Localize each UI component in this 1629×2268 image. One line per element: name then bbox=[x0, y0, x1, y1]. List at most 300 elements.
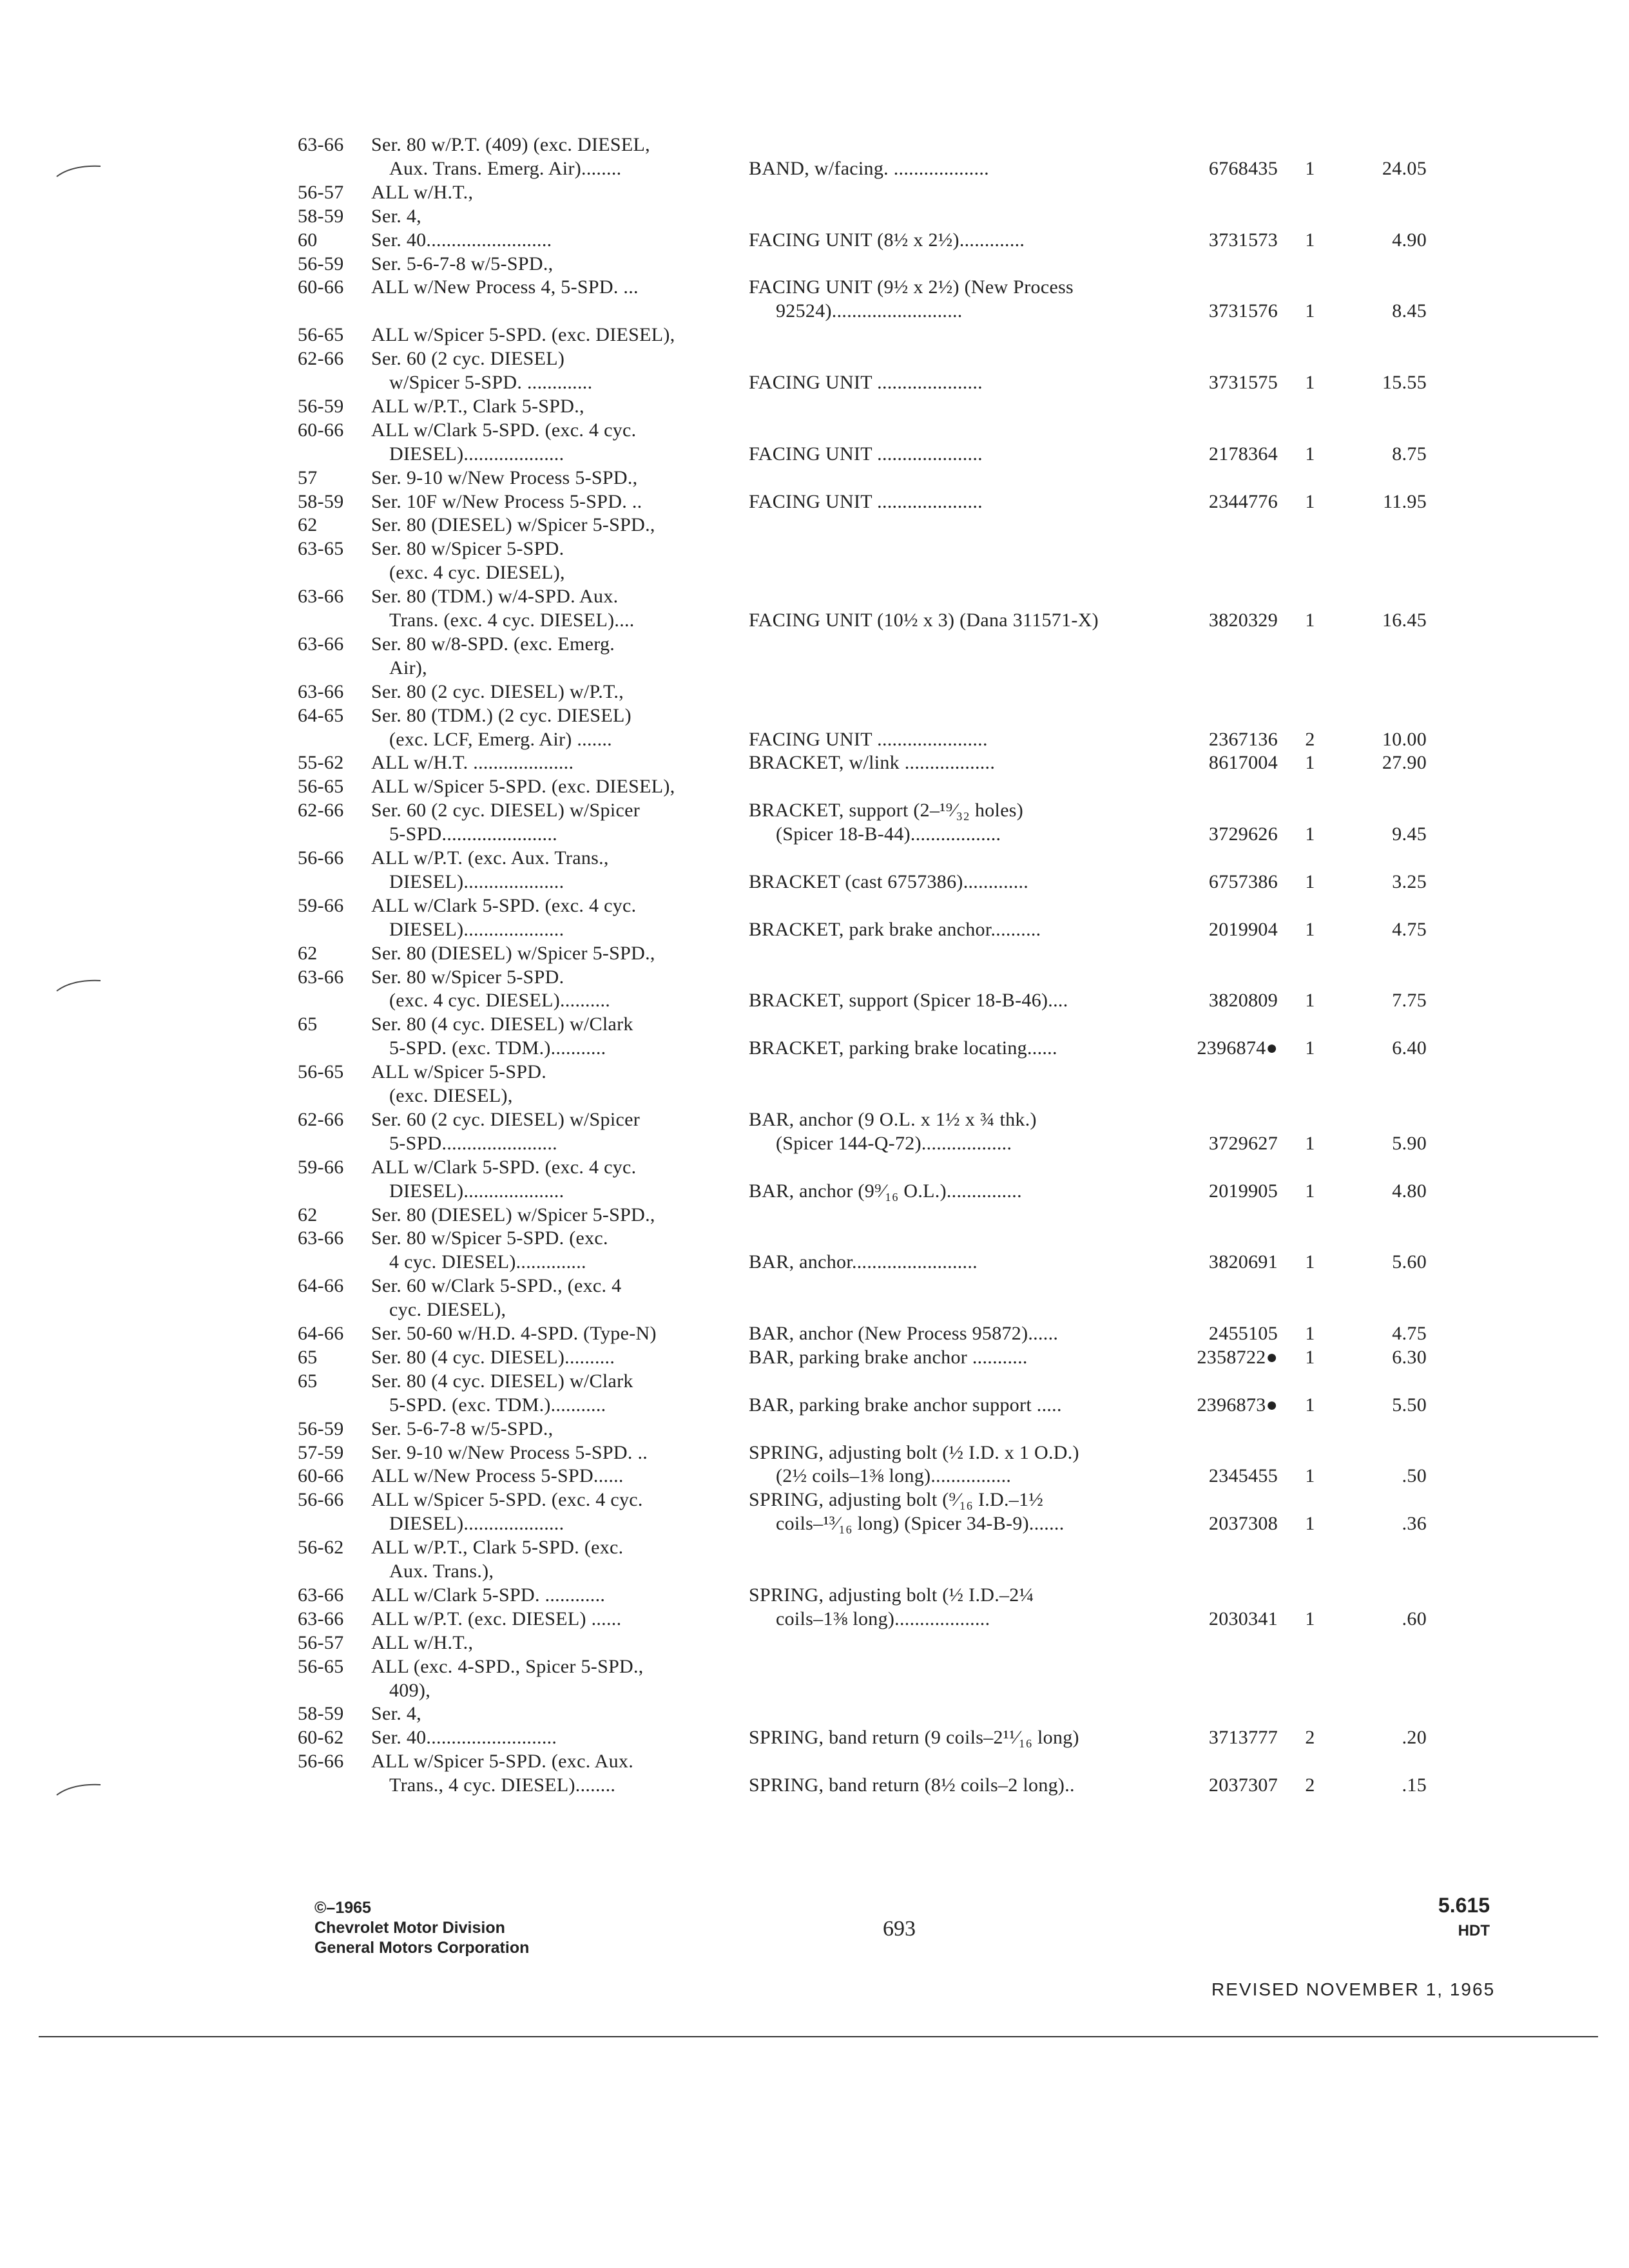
table-row bbox=[0, 632, 1629, 657]
part-number-cell: 2019904 bbox=[1208, 919, 1278, 940]
price-cell: .36 bbox=[1402, 1513, 1427, 1534]
year-cell: 56-65 bbox=[298, 776, 344, 797]
table-row bbox=[0, 1345, 1629, 1370]
table-row bbox=[0, 894, 1629, 918]
price-cell: 16.45 bbox=[1382, 610, 1427, 631]
table-row bbox=[0, 1725, 1629, 1750]
table-row bbox=[0, 1417, 1629, 1441]
year-cell: 60-66 bbox=[298, 419, 344, 441]
description-cell: FACING UNIT ..................... bbox=[749, 372, 983, 393]
description-cell: BRACKET, w/link .................. bbox=[749, 752, 996, 773]
table-row bbox=[0, 133, 1629, 157]
application-cell: 5-SPD....................... bbox=[389, 823, 557, 845]
table-row bbox=[0, 299, 1629, 323]
price-cell: 5.60 bbox=[1392, 1251, 1427, 1273]
part-number-cell: 6768435 bbox=[1208, 158, 1278, 179]
description-cell: BAR, parking brake anchor ........... bbox=[749, 1347, 1028, 1368]
quantity-cell: 1 bbox=[1305, 1347, 1315, 1368]
table-row bbox=[0, 370, 1629, 395]
year-cell: 62 bbox=[298, 943, 318, 964]
division-name: Chevrolet Motor Division bbox=[314, 1919, 505, 1937]
price-cell: 4.75 bbox=[1392, 1323, 1427, 1344]
part-number-cell: 2030341 bbox=[1208, 1608, 1278, 1629]
application-cell: Ser. 5-6-7-8 w/5-SPD., bbox=[371, 1418, 554, 1439]
application-cell: ALL w/P.T. (exc. DIESEL) ...... bbox=[371, 1608, 622, 1629]
year-cell: 63-66 bbox=[298, 681, 344, 702]
application-cell: ALL w/P.T., Clark 5-SPD., bbox=[371, 396, 584, 417]
table-row bbox=[0, 1749, 1629, 1774]
description-cell: (Spicer 144-Q-72).................. bbox=[776, 1133, 1012, 1154]
application-cell: ALL (exc. 4-SPD., Spicer 5-SPD., bbox=[371, 1656, 644, 1677]
part-number-cell: 3731576 bbox=[1208, 300, 1278, 322]
quantity-cell: 1 bbox=[1305, 1251, 1315, 1273]
description-cell: BRACKET, parking brake locating...... bbox=[749, 1037, 1057, 1059]
table-row bbox=[0, 1702, 1629, 1726]
application-cell: cyc. DIESEL), bbox=[389, 1299, 506, 1320]
application-cell: (exc. LCF, Emerg. Air) ....... bbox=[389, 729, 612, 750]
quantity-cell: 1 bbox=[1305, 1037, 1315, 1059]
price-cell: 15.55 bbox=[1382, 372, 1427, 393]
price-cell: 8.45 bbox=[1392, 300, 1427, 322]
part-number-cell: 3820809 bbox=[1208, 990, 1278, 1011]
price-cell: 6.40 bbox=[1392, 1037, 1427, 1059]
application-cell: ALL w/Spicer 5-SPD. (exc. 4 cyc. bbox=[371, 1489, 643, 1510]
table-row bbox=[0, 1559, 1629, 1584]
table-row bbox=[0, 608, 1629, 633]
description-cell: FACING UNIT (10½ x 3) (Dana 311571-X) bbox=[749, 610, 1099, 631]
table-row bbox=[0, 870, 1629, 894]
table-row bbox=[0, 1607, 1629, 1631]
year-cell: 62-66 bbox=[298, 1109, 344, 1130]
year-cell: 56-65 bbox=[298, 324, 344, 345]
description-cell: BAND, w/facing. ................... bbox=[749, 158, 989, 179]
description-cell: BAR, anchor (9⁹⁄₁₆ O.L.)............... bbox=[749, 1180, 1022, 1202]
table-row bbox=[0, 798, 1629, 823]
revision-date: REVISED NOVEMBER 1, 1965 bbox=[1211, 1979, 1496, 1999]
application-cell: Ser. 50-60 w/H.D. 4-SPD. (Type-N) bbox=[371, 1323, 657, 1344]
application-cell: Ser. 80 (4 cyc. DIESEL) w/Clark bbox=[371, 1370, 633, 1392]
price-cell: 3.25 bbox=[1392, 871, 1427, 892]
application-cell: ALL w/Spicer 5-SPD. (exc. DIESEL), bbox=[371, 324, 675, 345]
table-row bbox=[0, 1060, 1629, 1084]
part-number-cell: 2019905 bbox=[1208, 1180, 1278, 1202]
price-cell: 4.80 bbox=[1392, 1180, 1427, 1202]
application-cell: Ser. 4, bbox=[371, 1703, 421, 1724]
price-cell: .50 bbox=[1402, 1465, 1427, 1486]
price-cell: 9.45 bbox=[1392, 823, 1427, 845]
copyright: ©–1965 bbox=[314, 1899, 371, 1917]
table-row bbox=[0, 252, 1629, 276]
year-cell: 60-62 bbox=[298, 1727, 344, 1748]
application-cell: ALL w/Spicer 5-SPD. bbox=[371, 1061, 547, 1082]
quantity-cell: 1 bbox=[1305, 1323, 1315, 1344]
table-row bbox=[0, 537, 1629, 561]
table-row bbox=[0, 656, 1629, 680]
description-cell: BAR, anchor (New Process 95872)...... bbox=[749, 1323, 1059, 1344]
table-row bbox=[0, 1393, 1629, 1418]
application-cell: Ser. 80 (2 cyc. DIESEL) w/P.T., bbox=[371, 681, 624, 702]
year-cell: 64-66 bbox=[298, 1323, 344, 1344]
table-row bbox=[0, 1131, 1629, 1156]
application-cell: Ser. 80 (TDM.) w/4-SPD. Aux. bbox=[371, 586, 619, 607]
year-cell: 63-66 bbox=[298, 586, 344, 607]
description-cell: coils–1⅜ long)................... bbox=[776, 1608, 990, 1629]
application-cell: Aux. Trans. Emerg. Air)........ bbox=[389, 158, 622, 179]
quantity-cell: 1 bbox=[1305, 823, 1315, 845]
binder-hole-mark bbox=[53, 974, 104, 994]
application-cell: 5-SPD. (exc. TDM.)........... bbox=[389, 1037, 606, 1059]
year-cell: 64-66 bbox=[298, 1275, 344, 1296]
year-cell: 57-59 bbox=[298, 1442, 344, 1463]
year-cell: 59-66 bbox=[298, 1157, 344, 1178]
application-cell: Ser. 40......................... bbox=[371, 229, 552, 251]
price-cell: .60 bbox=[1402, 1608, 1427, 1629]
year-cell: 56-66 bbox=[298, 847, 344, 869]
year-cell: 56-62 bbox=[298, 1537, 344, 1558]
table-row bbox=[0, 1631, 1629, 1655]
application-cell: Ser. 80 w/Spicer 5-SPD. bbox=[371, 966, 564, 988]
table-row bbox=[0, 561, 1629, 585]
part-number-cell: 2396873● bbox=[1197, 1394, 1278, 1416]
year-cell: 63-65 bbox=[298, 538, 344, 559]
price-cell: 4.90 bbox=[1392, 229, 1427, 251]
year-cell: 62 bbox=[298, 514, 318, 535]
table-row bbox=[0, 442, 1629, 466]
year-cell: 60 bbox=[298, 229, 318, 251]
application-cell: Ser. 4, bbox=[371, 206, 421, 227]
table-row bbox=[0, 918, 1629, 942]
description-cell: (Spicer 18-B-44).................. bbox=[776, 823, 1001, 845]
price-cell: 5.90 bbox=[1392, 1133, 1427, 1154]
quantity-cell: 2 bbox=[1305, 1727, 1315, 1748]
application-cell: ALL w/P.T., Clark 5-SPD. (exc. bbox=[371, 1537, 624, 1558]
application-cell: ALL w/Clark 5-SPD. (exc. 4 cyc. bbox=[371, 895, 637, 916]
application-cell: Air), bbox=[389, 657, 427, 678]
part-number-cell: 2358722● bbox=[1197, 1347, 1278, 1368]
application-cell: ALL w/Spicer 5-SPD. (exc. DIESEL), bbox=[371, 776, 675, 797]
table-row bbox=[0, 418, 1629, 443]
table-row bbox=[0, 204, 1629, 229]
price-cell: .15 bbox=[1402, 1774, 1427, 1796]
year-cell: 56-59 bbox=[298, 253, 344, 274]
description-cell: SPRING, adjusting bolt (½ I.D.–2¼ bbox=[749, 1584, 1034, 1606]
part-number-cell: 3731573 bbox=[1208, 229, 1278, 251]
table-row bbox=[0, 1512, 1629, 1536]
year-cell: 56-66 bbox=[298, 1489, 344, 1510]
application-cell: Ser. 80 w/8-SPD. (exc. Emerg. bbox=[371, 633, 615, 655]
description-cell: FACING UNIT (9½ x 2½) (New Process bbox=[749, 276, 1074, 298]
table-row bbox=[0, 1321, 1629, 1346]
application-cell: w/Spicer 5-SPD. ............. bbox=[389, 372, 593, 393]
description-cell: BRACKET, support (2–¹⁹⁄₃₂ holes) bbox=[749, 800, 1024, 821]
table-row bbox=[0, 347, 1629, 371]
table-row bbox=[0, 1773, 1629, 1798]
price-cell: 24.05 bbox=[1382, 158, 1427, 179]
year-cell: 63-66 bbox=[298, 134, 344, 155]
application-cell: 5-SPD....................... bbox=[389, 1133, 557, 1154]
year-cell: 62-66 bbox=[298, 800, 344, 821]
application-cell: ALL w/Clark 5-SPD. ............ bbox=[371, 1584, 606, 1606]
part-number-cell: 2455105 bbox=[1208, 1323, 1278, 1344]
application-cell: Ser. 9-10 w/New Process 5-SPD., bbox=[371, 467, 638, 488]
application-cell: (exc. 4 cyc. DIESEL).......... bbox=[389, 990, 611, 1011]
application-cell: (exc. DIESEL), bbox=[389, 1085, 513, 1106]
application-cell: Trans. (exc. 4 cyc. DIESEL).... bbox=[389, 610, 635, 631]
application-cell: Ser. 80 (TDM.) (2 cyc. DIESEL) bbox=[371, 705, 631, 726]
application-cell: ALL w/H.T. .................... bbox=[371, 752, 574, 773]
quantity-cell: 1 bbox=[1305, 1608, 1315, 1629]
application-cell: DIESEL).................... bbox=[389, 1180, 564, 1202]
table-row bbox=[0, 1203, 1629, 1227]
application-cell: DIESEL).................... bbox=[389, 1513, 564, 1534]
description-cell: FACING UNIT ..................... bbox=[749, 443, 983, 465]
quantity-cell: 1 bbox=[1305, 491, 1315, 512]
table-row bbox=[0, 988, 1629, 1013]
section-code: HDT bbox=[1458, 1922, 1490, 1939]
table-row bbox=[0, 1274, 1629, 1298]
table-row bbox=[0, 1583, 1629, 1608]
description-cell: BRACKET, park brake anchor.......... bbox=[749, 919, 1041, 940]
application-cell: Ser. 80 w/P.T. (409) (exc. DIESEL, bbox=[371, 134, 650, 155]
application-cell: ALL w/Clark 5-SPD. (exc. 4 cyc. bbox=[371, 1157, 637, 1178]
table-row bbox=[0, 822, 1629, 847]
table-row bbox=[0, 1012, 1629, 1037]
part-number-cell: 3729627 bbox=[1208, 1133, 1278, 1154]
description-cell: SPRING, adjusting bolt (⁹⁄₁₆ I.D.–1½ bbox=[749, 1489, 1044, 1510]
year-cell: 56-65 bbox=[298, 1061, 344, 1082]
year-cell: 58-59 bbox=[298, 206, 344, 227]
quantity-cell: 1 bbox=[1305, 990, 1315, 1011]
application-cell: Ser. 60 (2 cyc. DIESEL) w/Spicer bbox=[371, 800, 641, 821]
table-row bbox=[0, 1226, 1629, 1251]
year-cell: 63-66 bbox=[298, 1584, 344, 1606]
application-cell: DIESEL).................... bbox=[389, 871, 564, 892]
part-number-cell: 3731575 bbox=[1208, 372, 1278, 393]
quantity-cell: 1 bbox=[1305, 1394, 1315, 1416]
table-row bbox=[0, 1441, 1629, 1465]
application-cell: Trans., 4 cyc. DIESEL)........ bbox=[389, 1774, 616, 1796]
description-cell: FACING UNIT (8½ x 2½)............. bbox=[749, 229, 1025, 251]
year-cell: 65 bbox=[298, 1014, 318, 1035]
table-row bbox=[0, 275, 1629, 300]
part-number-cell: 3713777 bbox=[1208, 1727, 1278, 1748]
year-cell: 56-57 bbox=[298, 1632, 344, 1653]
description-cell: (2½ coils–1⅜ long)................ bbox=[776, 1465, 1012, 1486]
publisher-block bbox=[314, 1898, 529, 1958]
year-cell: 65 bbox=[298, 1370, 318, 1392]
part-number-cell: 2396874● bbox=[1197, 1037, 1278, 1059]
table-row bbox=[0, 1464, 1629, 1488]
description-cell: BAR, anchor (9 O.L. x 1½ x ¾ thk.) bbox=[749, 1109, 1037, 1130]
year-cell: 63-66 bbox=[298, 966, 344, 988]
table-row bbox=[0, 466, 1629, 490]
quantity-cell: 1 bbox=[1305, 1465, 1315, 1486]
application-cell: Ser. 9-10 w/New Process 5-SPD. .. bbox=[371, 1442, 648, 1463]
year-cell: 56-59 bbox=[298, 1418, 344, 1439]
table-row bbox=[0, 1369, 1629, 1394]
table-row bbox=[0, 394, 1629, 419]
year-cell: 62 bbox=[298, 1204, 318, 1225]
application-cell: Ser. 80 (4 cyc. DIESEL).......... bbox=[371, 1347, 615, 1368]
application-cell: Ser. 80 (DIESEL) w/Spicer 5-SPD., bbox=[371, 514, 655, 535]
application-cell: Ser. 80 (DIESEL) w/Spicer 5-SPD., bbox=[371, 943, 655, 964]
table-row bbox=[0, 513, 1629, 537]
year-cell: 56-65 bbox=[298, 1656, 344, 1677]
application-cell: Ser. 10F w/New Process 5-SPD. .. bbox=[371, 491, 642, 512]
table-row bbox=[0, 1488, 1629, 1512]
application-cell: Ser. 60 (2 cyc. DIESEL) w/Spicer bbox=[371, 1109, 641, 1130]
year-cell: 60-66 bbox=[298, 1465, 344, 1486]
table-row bbox=[0, 1179, 1629, 1204]
quantity-cell: 2 bbox=[1305, 1774, 1315, 1796]
application-cell: Aux. Trans.), bbox=[389, 1561, 494, 1582]
application-cell: Ser. 80 (DIESEL) w/Spicer 5-SPD., bbox=[371, 1204, 655, 1225]
description-cell: FACING UNIT ...................... bbox=[749, 729, 988, 750]
page-number: 693 bbox=[883, 1917, 916, 1941]
application-cell: DIESEL).................... bbox=[389, 443, 564, 465]
price-cell: 7.75 bbox=[1392, 990, 1427, 1011]
part-number-cell: 3820691 bbox=[1208, 1251, 1278, 1273]
table-row bbox=[0, 846, 1629, 870]
year-cell: 58-59 bbox=[298, 1703, 344, 1724]
year-cell: 55-62 bbox=[298, 752, 344, 773]
table-row bbox=[0, 157, 1629, 181]
table-row bbox=[0, 1036, 1629, 1061]
table-row bbox=[0, 680, 1629, 704]
table-row bbox=[0, 228, 1629, 253]
table-row bbox=[0, 727, 1629, 752]
table-row bbox=[0, 1250, 1629, 1274]
quantity-cell: 1 bbox=[1305, 610, 1315, 631]
table-row bbox=[0, 1678, 1629, 1703]
table-row bbox=[0, 584, 1629, 609]
application-cell: 4 cyc. DIESEL).............. bbox=[389, 1251, 586, 1273]
corporation-name: General Motors Corporation bbox=[314, 1939, 530, 1957]
part-number-cell: 2178364 bbox=[1208, 443, 1278, 465]
application-cell: Ser. 60 w/Clark 5-SPD., (exc. 4 bbox=[371, 1275, 622, 1296]
quantity-cell: 1 bbox=[1305, 1513, 1315, 1534]
table-row bbox=[0, 1535, 1629, 1560]
part-number-cell: 2367136 bbox=[1208, 729, 1278, 750]
table-row bbox=[0, 1084, 1629, 1108]
quantity-cell: 1 bbox=[1305, 229, 1315, 251]
year-cell: 58-59 bbox=[298, 491, 344, 512]
description-cell: coils–¹³⁄₁₆ long) (Spicer 34-B-9)....... bbox=[776, 1513, 1065, 1534]
description-cell: BRACKET, support (Spicer 18-B-46).... bbox=[749, 990, 1068, 1011]
price-cell: 27.90 bbox=[1382, 752, 1427, 773]
binder-hole-mark bbox=[53, 1778, 104, 1798]
application-cell: ALL w/H.T., bbox=[371, 182, 474, 203]
year-cell: 59-66 bbox=[298, 895, 344, 916]
description-cell: BAR, anchor......................... bbox=[749, 1251, 978, 1273]
table-row bbox=[0, 965, 1629, 990]
price-cell: 5.50 bbox=[1392, 1394, 1427, 1416]
application-cell: Ser. 60 (2 cyc. DIESEL) bbox=[371, 348, 565, 369]
table-row bbox=[0, 1655, 1629, 1679]
year-cell: 64-65 bbox=[298, 705, 344, 726]
table-row bbox=[0, 1108, 1629, 1132]
description-cell: BRACKET (cast 6757386)............. bbox=[749, 871, 1029, 892]
price-cell: .20 bbox=[1402, 1727, 1427, 1748]
application-cell: ALL w/H.T., bbox=[371, 1632, 474, 1653]
table-row bbox=[0, 774, 1629, 799]
quantity-cell: 1 bbox=[1305, 443, 1315, 465]
year-cell: 57 bbox=[298, 467, 318, 488]
price-cell: 11.95 bbox=[1383, 491, 1427, 512]
application-cell: Ser. 40.......................... bbox=[371, 1727, 557, 1748]
application-cell: ALL w/Spicer 5-SPD. (exc. Aux. bbox=[371, 1751, 633, 1772]
application-cell: DIESEL).................... bbox=[389, 919, 564, 940]
description-cell: SPRING, adjusting bolt (½ I.D. x 1 O.D.) bbox=[749, 1442, 1079, 1463]
application-cell: ALL w/New Process 4, 5-SPD. ... bbox=[371, 276, 639, 298]
price-cell: 4.75 bbox=[1392, 919, 1427, 940]
quantity-cell: 1 bbox=[1305, 372, 1315, 393]
price-cell: 10.00 bbox=[1382, 729, 1427, 750]
description-cell: FACING UNIT ..................... bbox=[749, 491, 983, 512]
year-cell: 63-66 bbox=[298, 1608, 344, 1629]
table-row bbox=[0, 180, 1629, 205]
part-number-cell: 2037307 bbox=[1208, 1774, 1278, 1796]
quantity-cell: 2 bbox=[1305, 729, 1315, 750]
table-row bbox=[0, 490, 1629, 514]
application-cell: 5-SPD. (exc. TDM.)........... bbox=[389, 1394, 606, 1416]
table-row bbox=[0, 323, 1629, 347]
year-cell: 62-66 bbox=[298, 348, 344, 369]
part-number-cell: 6757386 bbox=[1208, 871, 1278, 892]
year-cell: 56-66 bbox=[298, 1751, 344, 1772]
price-cell: 8.75 bbox=[1392, 443, 1427, 465]
section-number: 5.615 bbox=[1438, 1894, 1490, 1917]
year-cell: 65 bbox=[298, 1347, 318, 1368]
quantity-cell: 1 bbox=[1305, 871, 1315, 892]
bottom-rule bbox=[39, 2036, 1598, 2037]
quantity-cell: 1 bbox=[1305, 1180, 1315, 1202]
application-cell: Ser. 80 w/Spicer 5-SPD. (exc. bbox=[371, 1227, 608, 1249]
application-cell: Ser. 5-6-7-8 w/5-SPD., bbox=[371, 253, 554, 274]
table-row bbox=[0, 1298, 1629, 1322]
part-number-cell: 2037308 bbox=[1208, 1513, 1278, 1534]
part-number-cell: 3820329 bbox=[1208, 610, 1278, 631]
quantity-cell: 1 bbox=[1305, 300, 1315, 322]
year-cell: 63-66 bbox=[298, 633, 344, 655]
table-row bbox=[0, 1155, 1629, 1180]
quantity-cell: 1 bbox=[1305, 1133, 1315, 1154]
application-cell: ALL w/Clark 5-SPD. (exc. 4 cyc. bbox=[371, 419, 637, 441]
quantity-cell: 1 bbox=[1305, 752, 1315, 773]
quantity-cell: 1 bbox=[1305, 158, 1315, 179]
application-cell: ALL w/New Process 5-SPD...... bbox=[371, 1465, 624, 1486]
table-row bbox=[0, 751, 1629, 775]
description-cell: SPRING, band return (9 coils–2¹¹⁄₁₆ long) bbox=[749, 1727, 1079, 1748]
application-cell: (exc. 4 cyc. DIESEL), bbox=[389, 562, 565, 583]
description-cell: BAR, parking brake anchor support ..... bbox=[749, 1394, 1062, 1416]
binder-hole-mark bbox=[53, 160, 104, 179]
part-number-cell: 2344776 bbox=[1208, 491, 1278, 512]
part-number-cell: 8617004 bbox=[1208, 752, 1278, 773]
part-number-cell: 3729626 bbox=[1208, 823, 1278, 845]
table-row bbox=[0, 704, 1629, 728]
application-cell: Ser. 80 w/Spicer 5-SPD. bbox=[371, 538, 564, 559]
description-cell: SPRING, band return (8½ coils–2 long).. bbox=[749, 1774, 1075, 1796]
part-number-cell: 2345455 bbox=[1208, 1465, 1278, 1486]
price-cell: 6.30 bbox=[1392, 1347, 1427, 1368]
quantity-cell: 1 bbox=[1305, 919, 1315, 940]
year-cell: 56-57 bbox=[298, 182, 344, 203]
year-cell: 56-59 bbox=[298, 396, 344, 417]
year-cell: 63-66 bbox=[298, 1227, 344, 1249]
application-cell: 409), bbox=[389, 1680, 430, 1701]
description-cell: 92524).......................... bbox=[776, 300, 963, 322]
